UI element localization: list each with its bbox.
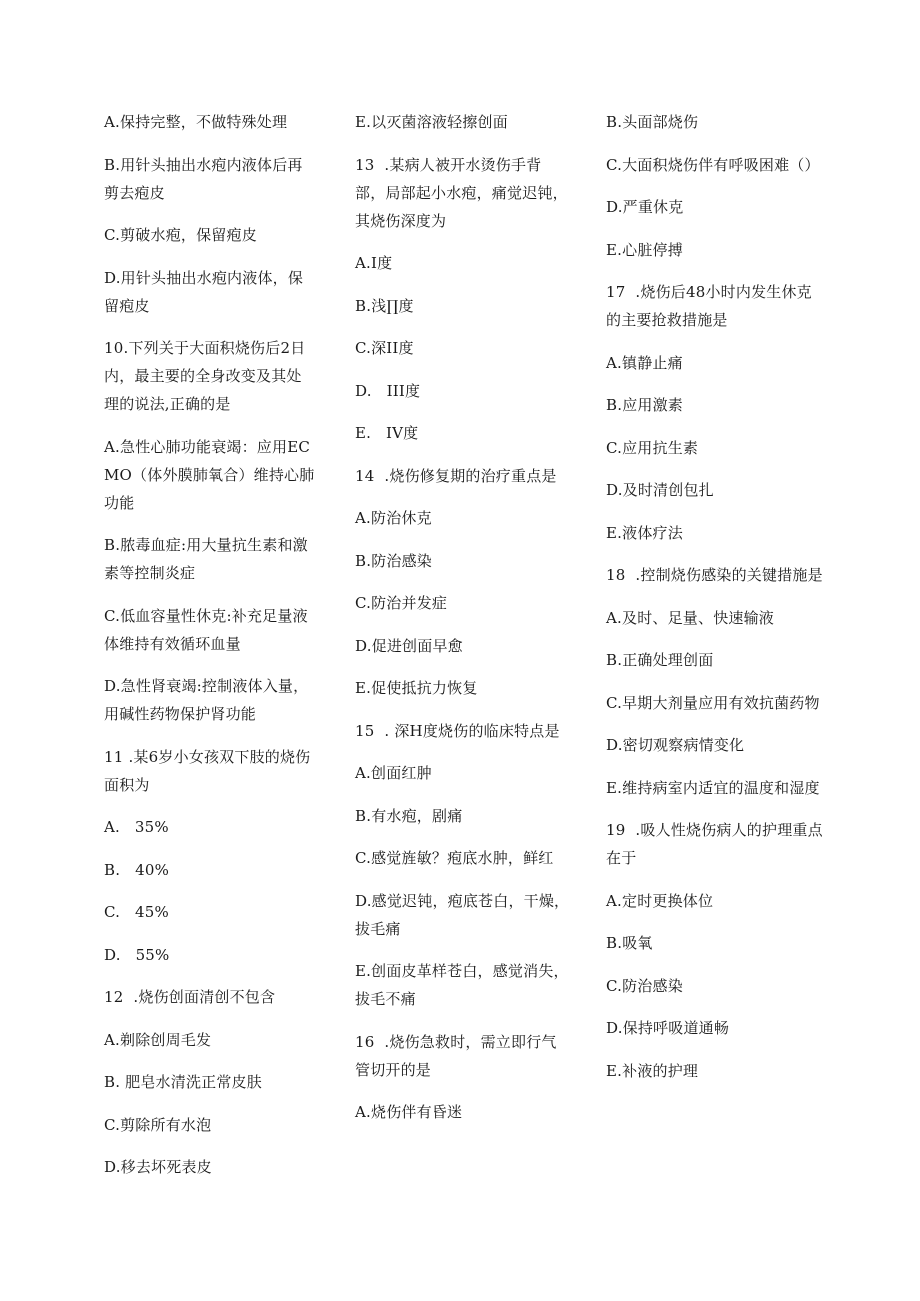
text-line: 12 .烧伤创面清创不包含 bbox=[104, 988, 276, 1006]
text-line: B.脓毒血症:用大量抗生素和激素等控制炎症 bbox=[104, 536, 308, 582]
text-line: B. 40% bbox=[104, 860, 170, 879]
text-line: E.心脏停搏 bbox=[606, 240, 683, 259]
text-line: A. 35% bbox=[104, 818, 169, 836]
text-line: A.防治休克 bbox=[355, 509, 432, 527]
text-line: B.用针头抽出水疱内液体后再剪去疱皮 bbox=[104, 155, 303, 202]
text-line: B. 肥皂水清洗正常皮肤 bbox=[104, 1073, 262, 1091]
text-line: A.及时、足量、快速输液 bbox=[606, 608, 775, 627]
text-line: A.定时更换体位 bbox=[606, 891, 714, 910]
text-line: A.烧伤伴有昏迷 bbox=[355, 1103, 463, 1121]
text-line: C.大面积烧伤伴有呼吸困难（） bbox=[606, 155, 820, 174]
text-line: B.头面部烧伤 bbox=[606, 113, 699, 131]
text-line: B.应用激素 bbox=[606, 396, 683, 414]
text-line: 11 .某6岁小女孩双下肢的烧伤面积为 bbox=[104, 747, 311, 794]
text-line: D.严重休克 bbox=[606, 198, 684, 216]
text-line: E.维持病室内适宜的温度和湿度 bbox=[606, 778, 820, 797]
text-line: D.急性肾衰竭:控制液体入量，用碱性药物保护肾功能 bbox=[104, 677, 309, 723]
text-line: A.保持完整，不做特殊处理 bbox=[104, 113, 288, 131]
text-line: E.创面皮革样苍白，感觉消失，拔毛不痛 bbox=[355, 962, 569, 1008]
text-line: 19 .吸人性烧伤病人的护理重点在于 bbox=[606, 821, 823, 867]
text-line: 17 .烧伤后48小时内发生休克的主要抢救措施是 bbox=[606, 283, 812, 329]
text-line: D.移去坏死表皮 bbox=[104, 1158, 212, 1176]
text-line: C.应用抗生素 bbox=[606, 438, 699, 457]
text-line: D. III度 bbox=[355, 381, 421, 400]
text-line: C.防治并发症 bbox=[355, 594, 448, 612]
text-line: E. IV度 bbox=[355, 424, 419, 442]
text-line: C.低血容量性休克:补充足量液体维持有效循环血量 bbox=[104, 606, 308, 653]
text-line: C. 45% bbox=[104, 903, 169, 921]
text-line: C.防治感染 bbox=[606, 976, 683, 995]
text-line: B.吸氧 bbox=[606, 934, 653, 952]
text-line: C.剪除所有水泡 bbox=[104, 1115, 212, 1134]
text-line: D.促进创面早愈 bbox=[355, 636, 463, 655]
text-line: A.创面红肿 bbox=[355, 764, 432, 782]
text-line: D. 55% bbox=[104, 945, 170, 964]
text-line: D.感觉迟钝，疱底苍白，干燥，拔毛痛 bbox=[355, 891, 570, 938]
column-3 bbox=[606, 108, 824, 1099]
text-line: 10.下列关于大面积烧伤后2日内，最主要的全身改变及其处理的说法,正确的是 bbox=[104, 339, 306, 413]
text-line: D.及时清创包扎 bbox=[606, 481, 714, 499]
text-line: E.液体疗法 bbox=[606, 523, 683, 542]
text-line: B.正确处理创面 bbox=[606, 651, 714, 669]
text-line: 16 .烧伤急救时，需立即行气管切开的是 bbox=[355, 1032, 557, 1079]
text-line: C.感觉旌敏？疱底水肿，鲜红 bbox=[355, 849, 554, 867]
text-line: D.保持呼吸道通畅 bbox=[606, 1019, 730, 1037]
text-line: B.浅∏度 bbox=[355, 296, 414, 315]
text-line: 18 .控制烧伤感染的关键措施是 bbox=[606, 566, 823, 584]
text-line: 14 .烧伤修复期的治疗重点是 bbox=[355, 466, 557, 485]
text-line: B.防治感染 bbox=[355, 551, 432, 570]
text-line: D.密切观察病情变化 bbox=[606, 736, 745, 754]
text-line: C.深II度 bbox=[355, 339, 414, 357]
column-1 bbox=[104, 108, 316, 1196]
text-line: A.I度 bbox=[355, 254, 393, 272]
text-line: 15 . 深H度烧伤的临床特点是 bbox=[355, 721, 560, 740]
text-line: C.早期大剂量应用有效抗菌药物 bbox=[606, 693, 820, 712]
text-line: B.有水疱，剧痛 bbox=[355, 806, 463, 825]
text-line: 13 .某病人被开水烫伤手背部，局部起小水疱，痛觉迟钝，其烧伤深度为 bbox=[355, 155, 568, 230]
text-line: A.剃除创周毛发 bbox=[104, 1030, 212, 1049]
text-line: E.促使抵抗力恢复 bbox=[355, 679, 478, 697]
text-line: E.以灭菌溶液轻擦创面 bbox=[355, 113, 508, 131]
column-2 bbox=[355, 108, 570, 1141]
text-line: A.镇静止痛 bbox=[606, 353, 683, 372]
text-line: D.用针头抽出水疱内液体，保留疱皮 bbox=[104, 268, 304, 315]
text-line: E.补液的护理 bbox=[606, 1061, 699, 1080]
text-line: C.剪破水疱，保留疱皮 bbox=[104, 226, 257, 244]
text-line: A.急性心肺功能衰竭：应用ECMO（体外膜肺氧合）维持心肺功能 bbox=[104, 437, 315, 512]
